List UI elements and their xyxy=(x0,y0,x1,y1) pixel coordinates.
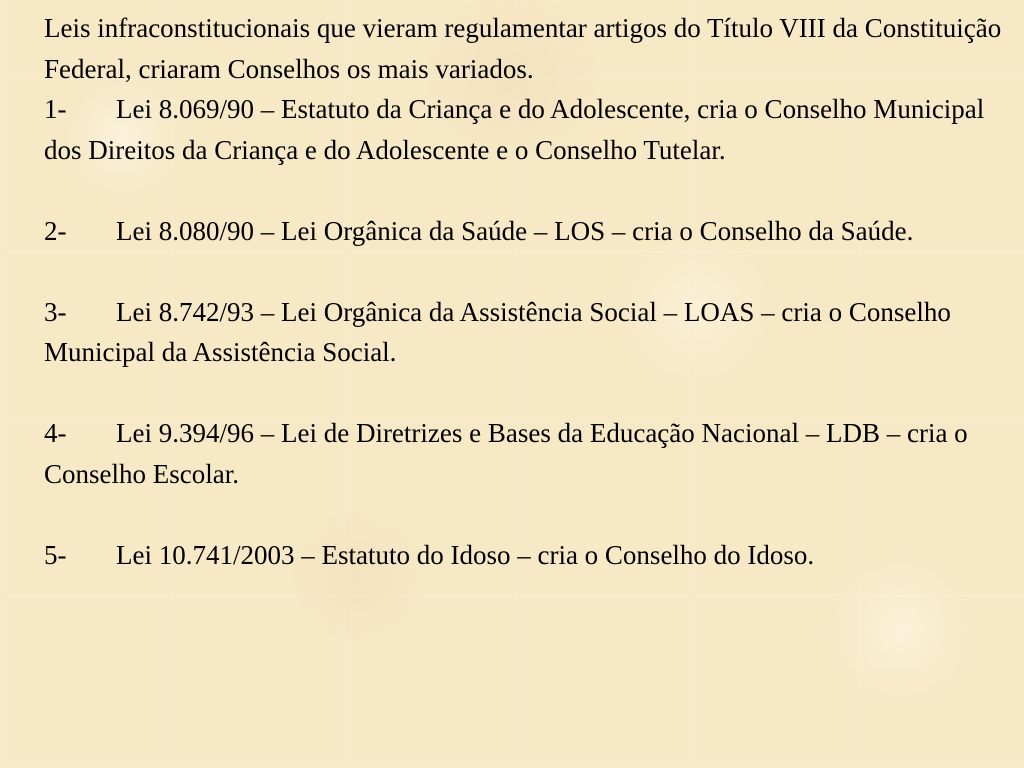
law-text: Lei 8.742/93 – Lei Orgânica da Assistência Social – LOAS – cria o Conselho Municipal da Assistência Social. xyxy=(44,296,951,367)
law-number: 3- xyxy=(44,296,67,327)
law-text: Lei 8.080/90 – Lei Orgânica da Saúde – LOS – cria o Conselho da Saúde. xyxy=(116,215,914,246)
law-item-4 xyxy=(44,413,1016,494)
law-item-5 xyxy=(44,535,1016,576)
law-number: 1- xyxy=(44,94,67,124)
law-number: 4- xyxy=(44,418,67,448)
law-item-2 xyxy=(44,211,1016,252)
law-number: 2- xyxy=(44,215,67,246)
law-text: Lei 8.069/90 – Estatuto da Criança e do Adolescente, cria o Conselho Municipal dos Direitos da Criança e do Adolescente e o Conselho Tutelar. xyxy=(44,94,985,165)
law-text: Lei 10.741/2003 – Estatuto do Idoso – cria o Conselho do Idoso. xyxy=(116,539,815,570)
law-item-3 xyxy=(44,292,1016,373)
law-text: Lei 9.394/96 – Lei de Diretrizes e Bases da Educação Nacional – LDB – cria o Conselho Escolar. xyxy=(44,418,968,489)
intro-paragraph: Leis infraconstitucionais que vieram regulamentar artigos do Título VIII da Constituição Federal, criaram Conselhos os mais variados. xyxy=(44,13,1002,84)
law-number: 5- xyxy=(44,539,67,570)
law-item-1 xyxy=(44,89,1016,170)
slide-content xyxy=(44,8,1016,575)
law-list xyxy=(44,89,1016,575)
